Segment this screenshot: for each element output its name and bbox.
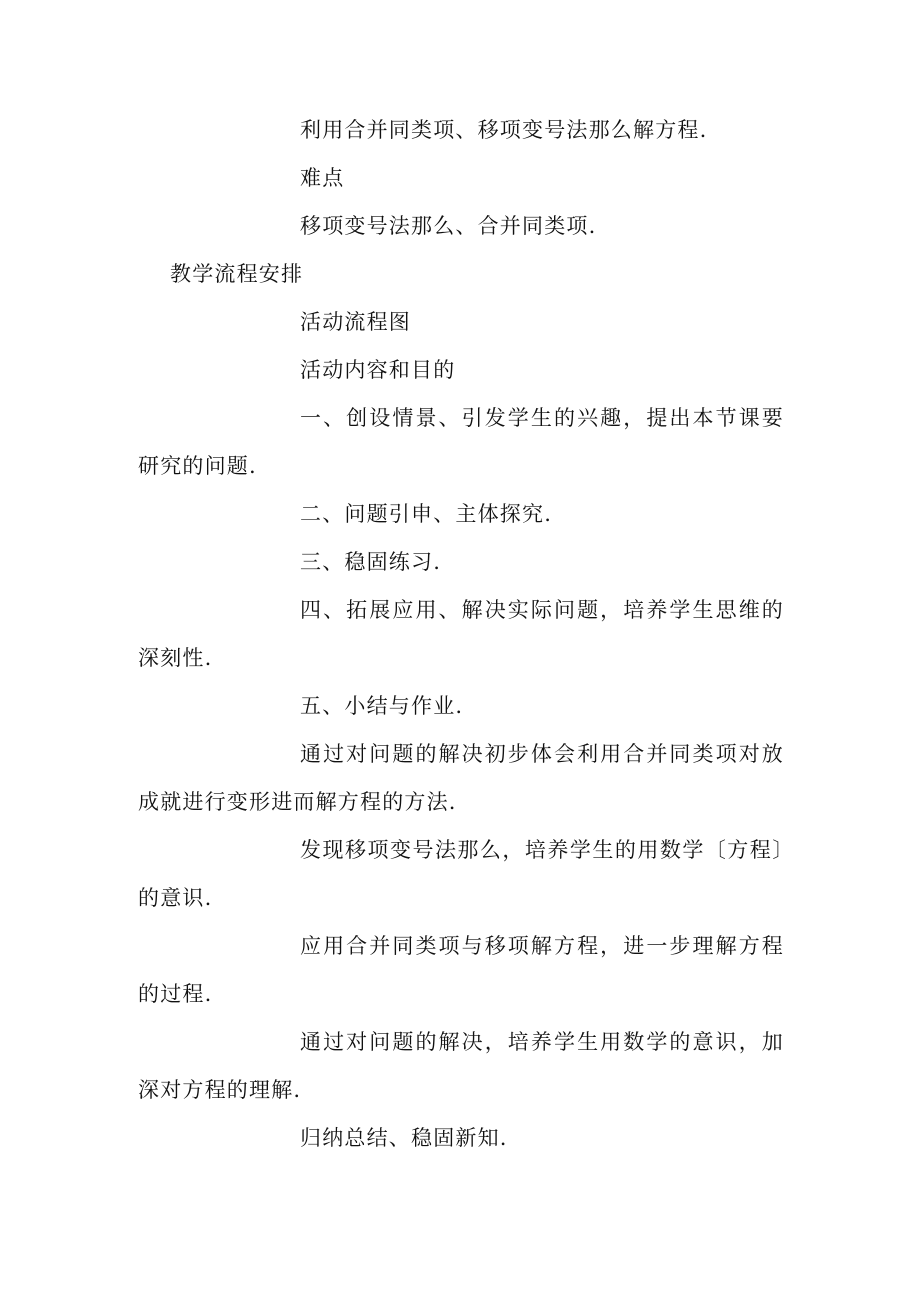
step-four-text: 四、拓展应用、解决实际问题，培养学生思维的深刻性.	[138, 598, 784, 670]
step-three-text: 三、稳固练习.	[300, 550, 442, 574]
difficulty-heading: 难点	[300, 166, 345, 190]
step-five-text: 五、小结与作业.	[300, 694, 464, 718]
goal-two-text: 发现移项变号法那么，培养学生的用数学〔方程〕的意识.	[138, 838, 784, 910]
difficulty-text: 移项变号法那么、合并同类项.	[300, 214, 597, 238]
key-point-text: 利用合并同类项、移项变号法那么解方程.	[300, 118, 708, 142]
step-two-text: 二、问题引申、主体探究.	[300, 502, 553, 526]
goal-four-text: 通过对问题的解决，培养学生用数学的意识，加深对方程的理解.	[138, 1030, 784, 1102]
step-one-text: 一、创设情景、引发学生的兴趣，提出本节课要研究的问题.	[138, 406, 784, 478]
goal-one-text: 通过对问题的解决初步体会利用合并同类项对放成就进行变形进而解方程的方法.	[138, 742, 784, 814]
teaching-flow-heading: 教学流程安排	[170, 262, 304, 286]
activity-content-label: 活动内容和目的	[300, 358, 456, 382]
goal-five-text: 归纳总结、稳固新知.	[300, 1126, 508, 1150]
activity-flowchart-label: 活动流程图	[300, 310, 411, 334]
goal-three-text: 应用合并同类项与移项解方程，进一步理解方程的过程.	[138, 934, 784, 1006]
